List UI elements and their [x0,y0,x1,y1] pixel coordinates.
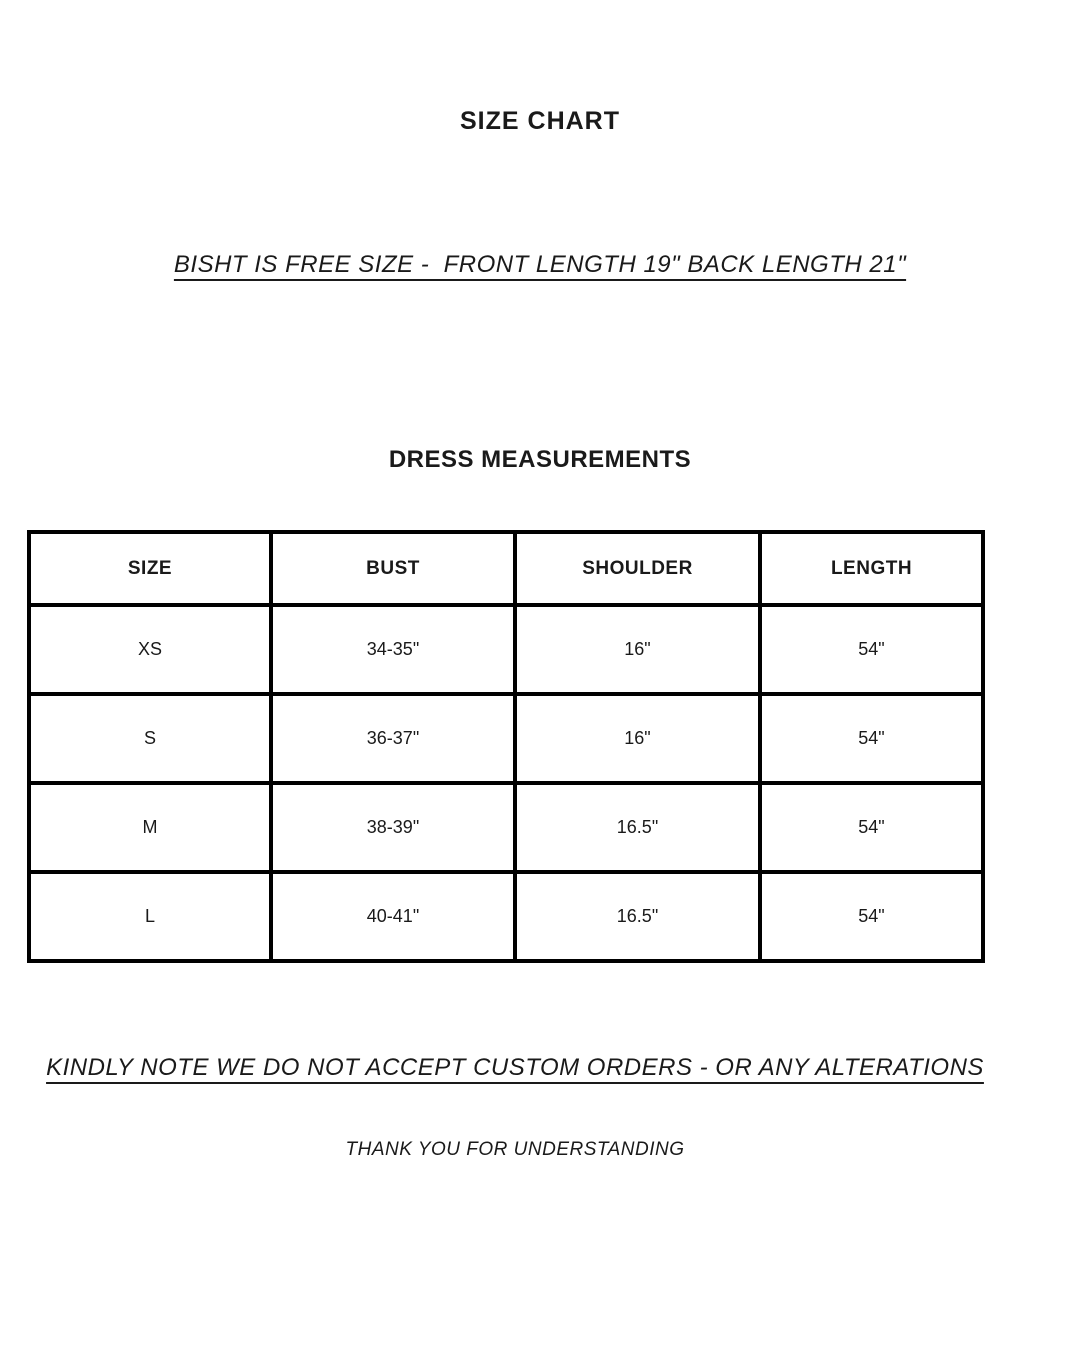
table-row-xs [29,605,983,694]
cell-shoulder: 16" [515,694,760,783]
table-row-l [29,872,983,961]
free-size-note: BISHT IS FREE SIZE - FRONT LENGTH 19" BACK LENGTH 21" [173,251,907,278]
header-cell-bust: BUST [271,532,515,605]
table-row-m [29,783,983,872]
cell-shoulder: 16.5" [515,783,760,872]
cell-bust: 36-37" [271,694,515,783]
closing-note: THANK YOU FOR UNDERSTANDING [345,1139,685,1160]
cell-length: 54" [760,605,983,694]
page-title: SIZE CHART [460,107,620,135]
table-title: DRESS MEASUREMENTS [388,446,692,473]
header-cell-shoulder: SHOULDER [515,532,760,605]
cell-length: 54" [760,783,983,872]
header-cell-size: SIZE [29,532,271,605]
cell-bust: 34-35" [271,605,515,694]
cell-size: M [29,783,271,872]
cell-size: L [29,872,271,961]
table-header-row [29,532,983,605]
header-cell-length: LENGTH [760,532,983,605]
cell-bust: 38-39" [271,783,515,872]
cell-size: S [29,694,271,783]
cell-length: 54" [760,872,983,961]
cell-shoulder: 16.5" [515,872,760,961]
cell-size: XS [29,605,271,694]
cell-length: 54" [760,694,983,783]
cell-shoulder: 16" [515,605,760,694]
table-row-s [29,694,983,783]
cell-bust: 40-41" [271,872,515,961]
measurements-table [27,530,985,963]
policy-note: KINDLY NOTE WE DO NOT ACCEPT CUSTOM ORDERS - OR ANY ALTERATIONS [46,1054,984,1081]
